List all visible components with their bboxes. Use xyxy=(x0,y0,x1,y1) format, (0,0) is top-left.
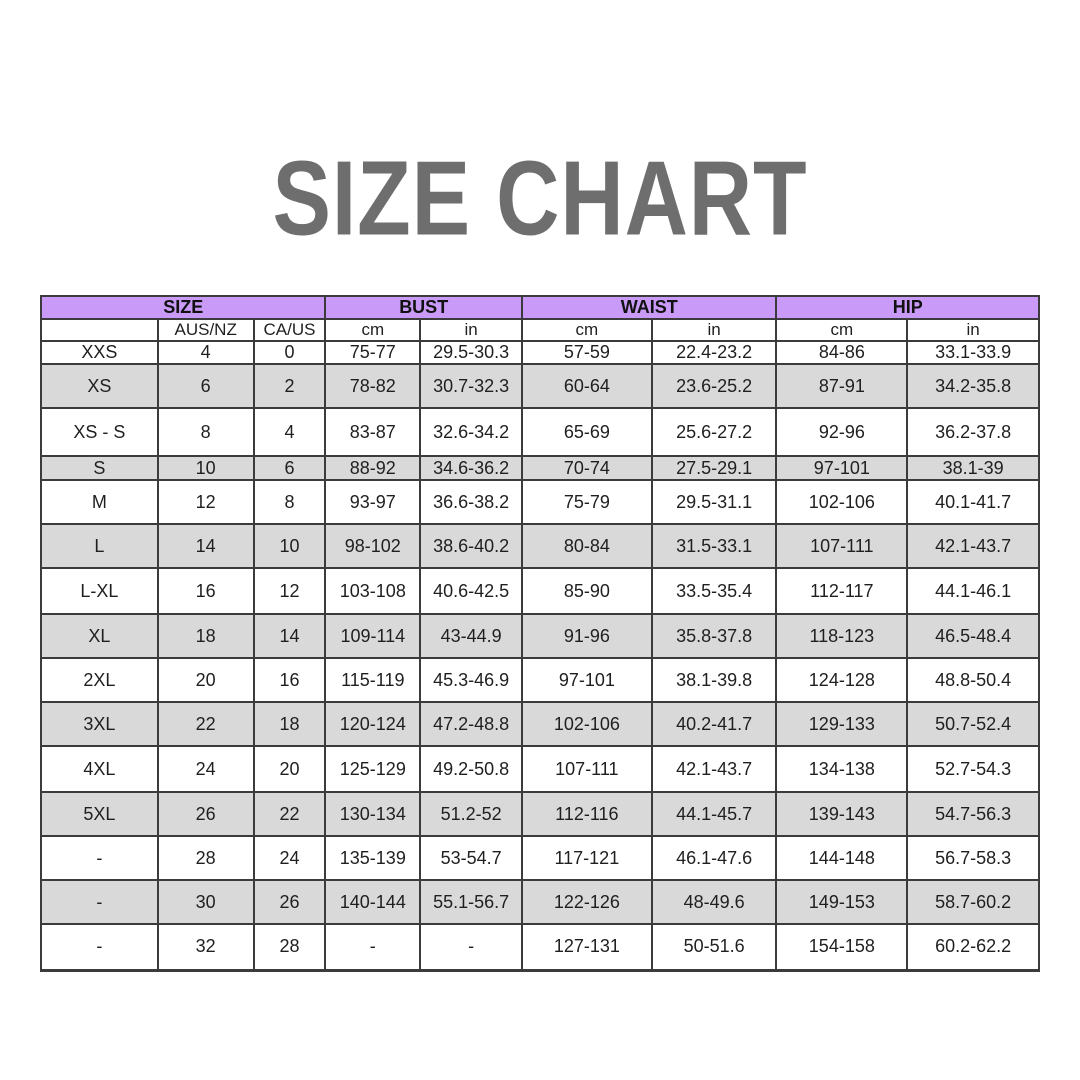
table-cell: 30 xyxy=(158,880,254,924)
table-cell: 31.5-33.1 xyxy=(652,524,777,568)
table-cell: 107-111 xyxy=(776,524,907,568)
table-cell: 48.8-50.4 xyxy=(907,658,1039,702)
table-cell: 134-138 xyxy=(776,746,907,792)
size-label-cell: L-XL xyxy=(41,568,158,614)
table-cell: 38.1-39 xyxy=(907,456,1039,480)
table-cell: 22 xyxy=(158,702,254,746)
group-header-row xyxy=(41,296,1039,319)
table-cell: 26 xyxy=(254,880,326,924)
table-cell: 87-91 xyxy=(776,364,907,408)
table-cell: 84-86 xyxy=(776,341,907,364)
size-label-cell: S xyxy=(41,456,158,480)
table-cell: 149-153 xyxy=(776,880,907,924)
table-cell: 27.5-29.1 xyxy=(652,456,777,480)
table-cell: 70-74 xyxy=(522,456,652,480)
table-cell: 125-129 xyxy=(325,746,420,792)
table-cell: 32.6-34.2 xyxy=(420,408,522,456)
table-cell: 78-82 xyxy=(325,364,420,408)
size-label-cell: 5XL xyxy=(41,792,158,836)
table-cell: 85-90 xyxy=(522,568,652,614)
subheader-cell-7: cm xyxy=(776,319,907,341)
table-body xyxy=(41,341,1039,970)
size-label-cell: XS - S xyxy=(41,408,158,456)
table-cell: 43-44.9 xyxy=(420,614,522,658)
table-cell: 10 xyxy=(254,524,326,568)
table-cell: 24 xyxy=(158,746,254,792)
table-row xyxy=(41,702,1039,746)
table-cell: 140-144 xyxy=(325,880,420,924)
table-cell: 12 xyxy=(158,480,254,524)
table-row xyxy=(41,341,1039,364)
table-cell: 48-49.6 xyxy=(652,880,777,924)
table-row xyxy=(41,880,1039,924)
table-cell: 53-54.7 xyxy=(420,836,522,880)
table-cell: 25.6-27.2 xyxy=(652,408,777,456)
table-row xyxy=(41,364,1039,408)
table-cell: 58.7-60.2 xyxy=(907,880,1039,924)
table-cell: 144-148 xyxy=(776,836,907,880)
table-cell: 14 xyxy=(254,614,326,658)
subheader-row xyxy=(41,319,1039,341)
table-cell: 65-69 xyxy=(522,408,652,456)
table-cell: 115-119 xyxy=(325,658,420,702)
table-cell: 107-111 xyxy=(522,746,652,792)
subheader-cell-blank xyxy=(41,319,158,341)
table-row xyxy=(41,480,1039,524)
table-cell: 51.2-52 xyxy=(420,792,522,836)
table-cell: 50-51.6 xyxy=(652,924,777,970)
table-cell: 60.2-62.2 xyxy=(907,924,1039,970)
table-cell: 22 xyxy=(254,792,326,836)
table-cell: 103-108 xyxy=(325,568,420,614)
size-label-cell: - xyxy=(41,924,158,970)
subheader-cell-8: in xyxy=(907,319,1039,341)
table-row xyxy=(41,524,1039,568)
table-cell: 40.1-41.7 xyxy=(907,480,1039,524)
size-chart-table xyxy=(40,295,1040,972)
table-cell: 40.2-41.7 xyxy=(652,702,777,746)
table-cell: 42.1-43.7 xyxy=(652,746,777,792)
table-cell: 36.6-38.2 xyxy=(420,480,522,524)
table-cell: 135-139 xyxy=(325,836,420,880)
column-group-header-waist: WAIST xyxy=(522,296,776,319)
size-label-cell: XXS xyxy=(41,341,158,364)
table-cell: 102-106 xyxy=(522,702,652,746)
table-cell: 30.7-32.3 xyxy=(420,364,522,408)
table-cell: 56.7-58.3 xyxy=(907,836,1039,880)
table-cell: 40.6-42.5 xyxy=(420,568,522,614)
table-cell: 129-133 xyxy=(776,702,907,746)
table-cell: 120-124 xyxy=(325,702,420,746)
column-group-header-hip: HIP xyxy=(776,296,1039,319)
table-cell: 32 xyxy=(158,924,254,970)
size-label-cell: 4XL xyxy=(41,746,158,792)
column-group-header-bust: BUST xyxy=(325,296,522,319)
table-row xyxy=(41,614,1039,658)
table-cell: 102-106 xyxy=(776,480,907,524)
table-cell: - xyxy=(325,924,420,970)
table-cell: 97-101 xyxy=(776,456,907,480)
table-cell: 44.1-45.7 xyxy=(652,792,777,836)
table-cell: 49.2-50.8 xyxy=(420,746,522,792)
subheader-cell-6: in xyxy=(652,319,777,341)
table-cell: 112-116 xyxy=(522,792,652,836)
table-cell: 75-77 xyxy=(325,341,420,364)
table-cell: 52.7-54.3 xyxy=(907,746,1039,792)
table-cell: 35.8-37.8 xyxy=(652,614,777,658)
table-cell: 83-87 xyxy=(325,408,420,456)
size-label-cell: XL xyxy=(41,614,158,658)
table-cell: 154-158 xyxy=(776,924,907,970)
table-cell: 4 xyxy=(254,408,326,456)
table-cell: 130-134 xyxy=(325,792,420,836)
table-cell: 22.4-23.2 xyxy=(652,341,777,364)
table-cell: 44.1-46.1 xyxy=(907,568,1039,614)
table-cell: 98-102 xyxy=(325,524,420,568)
table-cell: 16 xyxy=(254,658,326,702)
table-cell: 8 xyxy=(158,408,254,456)
table-cell: 47.2-48.8 xyxy=(420,702,522,746)
table-row xyxy=(41,746,1039,792)
size-label-cell: - xyxy=(41,880,158,924)
table-row xyxy=(41,924,1039,970)
table-cell: 75-79 xyxy=(522,480,652,524)
table-cell: 54.7-56.3 xyxy=(907,792,1039,836)
table-cell: 29.5-31.1 xyxy=(652,480,777,524)
table-row xyxy=(41,792,1039,836)
table-cell: 23.6-25.2 xyxy=(652,364,777,408)
table-cell: 124-128 xyxy=(776,658,907,702)
table-cell: 122-126 xyxy=(522,880,652,924)
table-cell: 20 xyxy=(254,746,326,792)
table-cell: 18 xyxy=(254,702,326,746)
subheader-cell-4: in xyxy=(420,319,522,341)
table-cell: 2 xyxy=(254,364,326,408)
table-cell: 10 xyxy=(158,456,254,480)
size-label-cell: 2XL xyxy=(41,658,158,702)
table-cell: 36.2-37.8 xyxy=(907,408,1039,456)
size-label-cell: M xyxy=(41,480,158,524)
table-header xyxy=(41,296,1039,341)
table-cell: 28 xyxy=(254,924,326,970)
subheader-cell-5: cm xyxy=(522,319,652,341)
table-cell: 38.6-40.2 xyxy=(420,524,522,568)
table-cell: 28 xyxy=(158,836,254,880)
table-cell: 33.1-33.9 xyxy=(907,341,1039,364)
table-cell: 91-96 xyxy=(522,614,652,658)
table-cell: 139-143 xyxy=(776,792,907,836)
table-cell: 24 xyxy=(254,836,326,880)
table-cell: 6 xyxy=(158,364,254,408)
subheader-cell-1: AUS/NZ xyxy=(158,319,254,341)
table-cell: 20 xyxy=(158,658,254,702)
table-cell: 127-131 xyxy=(522,924,652,970)
subheader-cell-2: CA/US xyxy=(254,319,326,341)
table-row xyxy=(41,658,1039,702)
table-cell: 55.1-56.7 xyxy=(420,880,522,924)
column-group-header-size: SIZE xyxy=(41,296,325,319)
table-row xyxy=(41,836,1039,880)
table-cell: 29.5-30.3 xyxy=(420,341,522,364)
table-cell: 34.2-35.8 xyxy=(907,364,1039,408)
table-cell: 57-59 xyxy=(522,341,652,364)
table-cell: 26 xyxy=(158,792,254,836)
table-row xyxy=(41,456,1039,480)
table-cell: - xyxy=(420,924,522,970)
table-cell: 6 xyxy=(254,456,326,480)
table-cell: 0 xyxy=(254,341,326,364)
title-area xyxy=(0,0,1080,258)
subheader-cell-3: cm xyxy=(325,319,420,341)
table-cell: 50.7-52.4 xyxy=(907,702,1039,746)
table-cell: 38.1-39.8 xyxy=(652,658,777,702)
table-cell: 112-117 xyxy=(776,568,907,614)
table-cell: 12 xyxy=(254,568,326,614)
table-cell: 88-92 xyxy=(325,456,420,480)
table-cell: 8 xyxy=(254,480,326,524)
size-label-cell: 3XL xyxy=(41,702,158,746)
table-cell: 16 xyxy=(158,568,254,614)
table-cell: 109-114 xyxy=(325,614,420,658)
table-cell: 46.5-48.4 xyxy=(907,614,1039,658)
table-cell: 60-64 xyxy=(522,364,652,408)
table-cell: 14 xyxy=(158,524,254,568)
table-row xyxy=(41,568,1039,614)
table-cell: 42.1-43.7 xyxy=(907,524,1039,568)
table-cell: 46.1-47.6 xyxy=(652,836,777,880)
size-label-cell: L xyxy=(41,524,158,568)
table-cell: 34.6-36.2 xyxy=(420,456,522,480)
table-cell: 118-123 xyxy=(776,614,907,658)
size-label-cell: - xyxy=(41,836,158,880)
table-cell: 92-96 xyxy=(776,408,907,456)
table-cell: 18 xyxy=(158,614,254,658)
table-cell: 33.5-35.4 xyxy=(652,568,777,614)
table-cell: 97-101 xyxy=(522,658,652,702)
table-cell: 80-84 xyxy=(522,524,652,568)
table-cell: 4 xyxy=(158,341,254,364)
table-row xyxy=(41,408,1039,456)
size-label-cell: XS xyxy=(41,364,158,408)
table-cell: 45.3-46.9 xyxy=(420,658,522,702)
table-cell: 117-121 xyxy=(522,836,652,880)
page-title: SIZE CHART xyxy=(272,138,808,258)
table-cell: 93-97 xyxy=(325,480,420,524)
